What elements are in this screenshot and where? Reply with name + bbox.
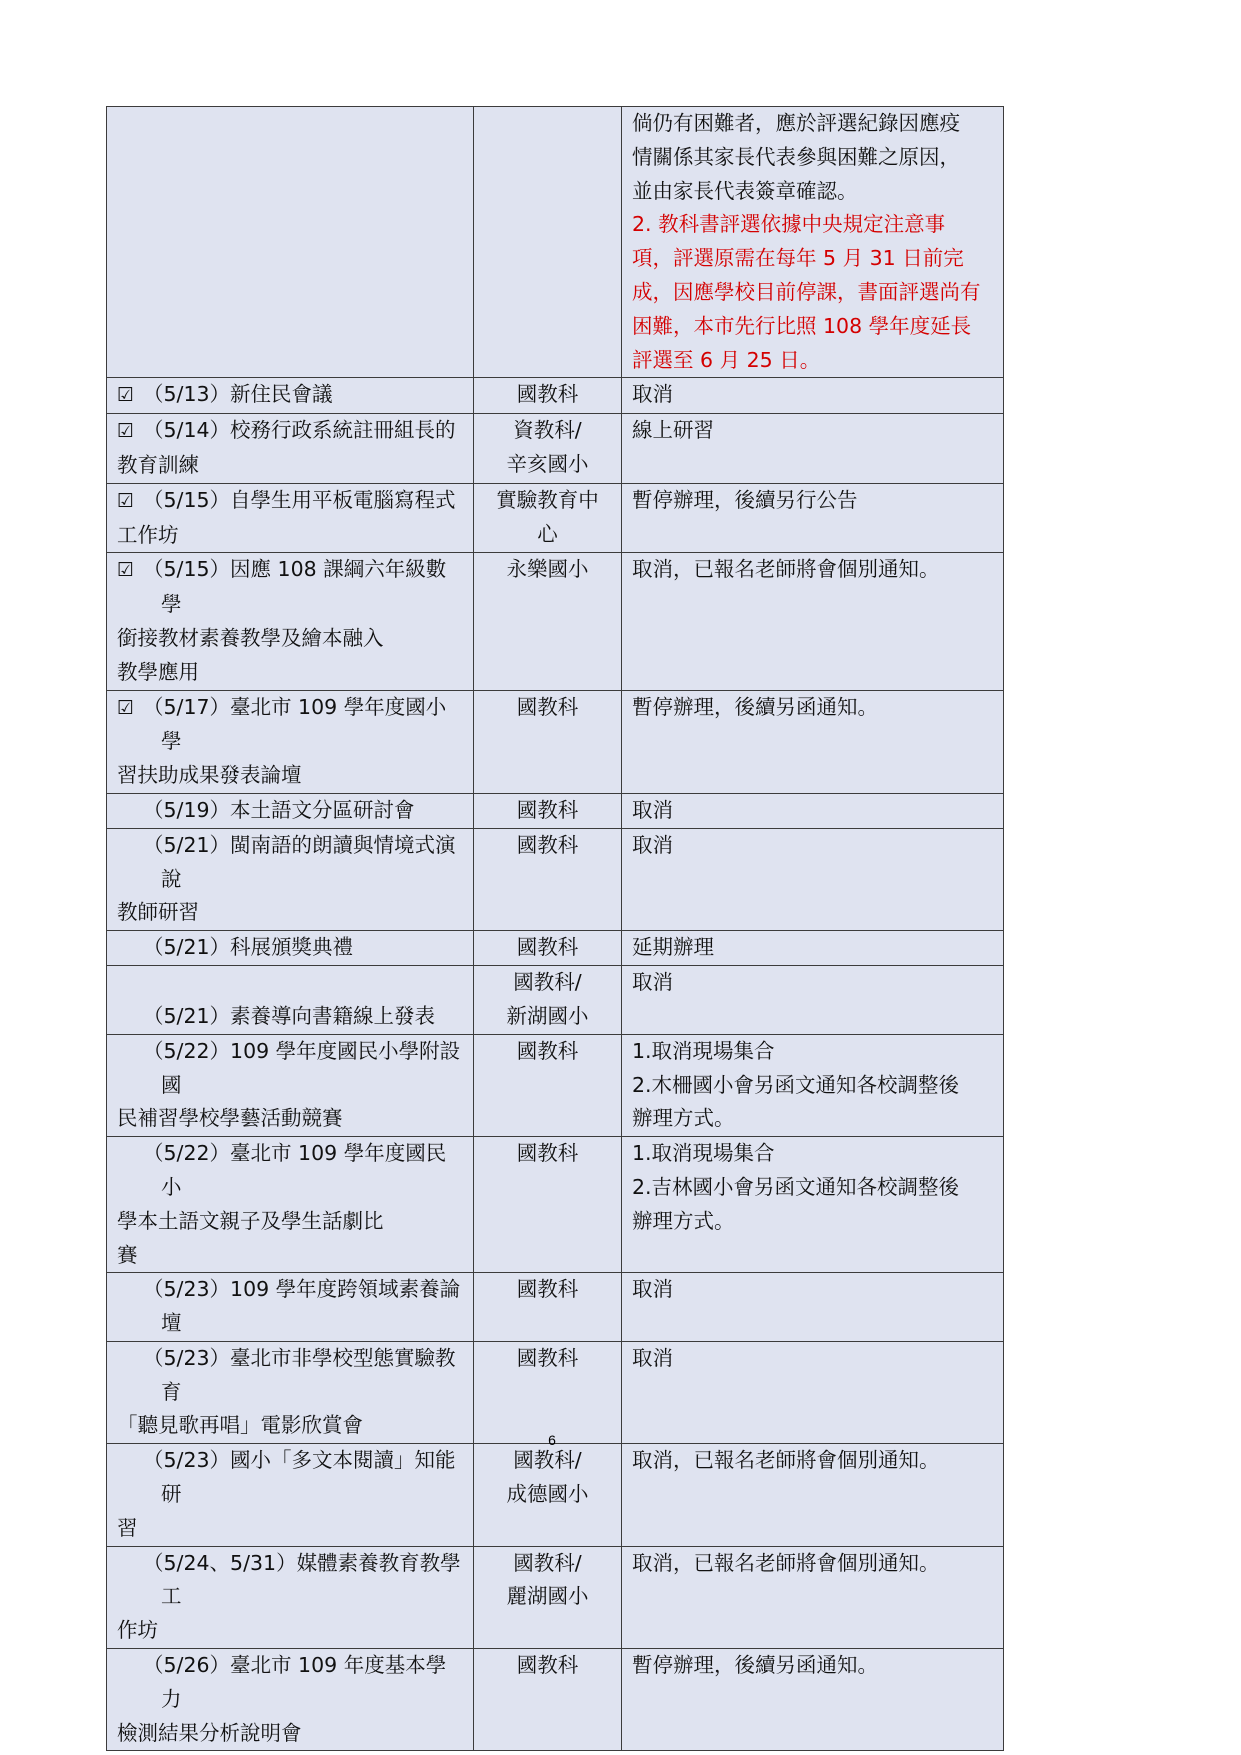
event-item [117,691,465,793]
status-cell [622,1137,1004,1273]
unit-cell [474,483,622,553]
event-item [117,553,465,689]
status-line: 1.取消現場集合 [632,1141,775,1166]
unit-line: 國教科 [516,797,579,822]
event-text: 檢測結果分析說明會 [117,1720,302,1745]
table-row [107,690,1004,793]
event-cell [107,414,474,484]
unit-line: 新湖國小 [506,1003,589,1028]
table-row [107,828,1004,930]
unit-cell [474,690,622,793]
event-text: （5/15）自學生用平板電腦寫程式 [143,487,456,512]
event-cell [107,1444,474,1546]
event-line [117,1614,465,1648]
event-line [143,1649,465,1717]
event-text: （5/23）109 學年度跨領域素養論壇 [143,1277,461,1336]
unit-line: 國教科 [516,1038,579,1063]
event-item [117,829,465,930]
event-text: （5/17）臺北市 109 學年度國小學 [143,694,447,754]
status-line: 2.吉林國小會另函文通知各校調整後 [632,1174,960,1199]
table-row [107,931,1004,966]
note-line: 並由家長代表簽章確認。 [632,178,858,203]
event-line [117,759,465,793]
event-text: （5/23）國小「多文本閱讀」知能研 [143,1448,456,1507]
event-line [117,656,465,690]
event-text: （5/22）109 學年度國民小學附設國 [143,1038,461,1097]
event-text: （5/14）校務行政系統註冊組長的 [143,418,456,443]
note-red-line: 困難，本市先行比照 108 學年度延長 [632,313,972,338]
unit-line: 國教科 [516,694,579,719]
event-text: 教育訓練 [117,452,199,477]
status-line: 辦理方式。 [632,1208,735,1233]
unit-cell [474,1137,622,1273]
event-text: 習 [117,1515,138,1540]
status-cell [622,793,1004,828]
event-line [117,519,465,553]
status-line: 取消，已報名老師將會個別通知。 [632,1550,940,1575]
event-line [117,622,465,656]
event-line [143,1547,465,1615]
event-line [117,1205,465,1239]
event-line [143,794,465,828]
continuation-row [107,107,1004,378]
event-line [143,931,465,965]
status-cell [622,378,1004,414]
unit-cell [474,931,622,966]
note-red-line: 評選至 6 月 25 日。 [632,347,821,372]
table-row [107,1137,1004,1273]
event-cell [107,931,474,966]
unit-cell [474,793,622,828]
event-text: （5/21）素養導向書籍線上發表 [143,1003,436,1028]
note-red-line: 成，因應學校目前停課，書面評選尚有 [632,279,981,304]
note-line: 情關係其家長代表參與困難之原因， [632,144,960,169]
status-cell [622,1341,1004,1443]
event-text: （5/15）因應 108 課綱六年級數學 [143,557,447,617]
status-line: 取消，已報名老師將會個別通知。 [632,1448,940,1473]
event-item [117,484,465,553]
event-cell [107,1034,474,1136]
event-item [117,966,465,1034]
event-line [117,1512,465,1546]
event-line [117,553,465,622]
unit-cell [474,1341,622,1443]
unit-cell [474,553,622,690]
table-row [107,1649,1004,1751]
continuation-unit-cell [474,107,622,378]
event-line [143,1273,465,1341]
status-cell [622,414,1004,484]
unit-cell [474,828,622,930]
event-item [117,1444,465,1545]
status-cell [622,931,1004,966]
event-line [117,1717,465,1751]
unit-line: 國教科 [516,832,579,857]
unit-line: 辛亥國小 [506,451,589,476]
table-body [107,107,1004,1751]
event-line [143,1137,465,1205]
unit-cell [474,1444,622,1546]
event-cell [107,553,474,690]
event-line [143,1035,465,1103]
table-row [107,378,1004,414]
event-cell [107,483,474,553]
unit-line: 永樂國小 [506,557,589,582]
status-line: 取消 [632,969,673,994]
status-line: 2.木柵國小會另函文通知各校調整後 [632,1072,960,1097]
status-line: 取消 [632,832,673,857]
event-text: （5/26）臺北市 109 年度基本學力 [143,1653,447,1711]
checkbox-checked-icon: ☑ [117,384,135,407]
event-cell [107,690,474,793]
event-text: 教學應用 [117,659,199,684]
unit-cell [474,414,622,484]
unit-cell [474,1273,622,1342]
event-line [117,484,465,519]
event-text: （5/23）臺北市非學校型態實驗教育 [143,1345,456,1404]
event-item [117,794,465,828]
status-cell [622,965,1004,1034]
event-text: 學本土語文親子及學生話劇比 [117,1208,384,1233]
event-item [117,1342,465,1443]
event-text: 工作坊 [117,522,179,547]
table-row [107,965,1004,1034]
event-text: （5/24、5/31）媒體素養教育教學工 [143,1550,461,1609]
event-item [117,1273,465,1341]
note-red-line: 項，評選原需在每年 5 月 31 日前完 [632,246,964,271]
event-text: 「聽見歌再唱」電影欣賞會 [117,1413,363,1438]
event-cell [107,1341,474,1443]
table-row [107,483,1004,553]
status-cell [622,1546,1004,1648]
event-line [143,1342,465,1410]
unit-line: 國教科 [516,1345,579,1370]
table-row [107,1341,1004,1443]
unit-cell [474,1546,622,1648]
event-line [143,1000,465,1034]
event-schedule-table [106,106,1004,1751]
checkbox-checked-icon: ☑ [117,489,135,512]
status-cell [622,690,1004,793]
status-line: 暫停辦理，後續另行公告 [632,487,858,512]
unit-line: 麗湖國小 [506,1584,589,1609]
event-text: （5/22）臺北市 109 學年度國民小 [143,1141,447,1199]
continuation-event-cell [107,107,474,378]
table-row [107,1034,1004,1136]
status-line: 取消 [632,1277,673,1302]
unit-line: 國教科 [516,935,579,960]
unit-line: 國教科/ [513,1448,582,1473]
status-line: 線上研習 [632,418,714,443]
status-cell [622,483,1004,553]
unit-line: 成德國小 [506,1482,589,1507]
table-row [107,414,1004,484]
event-cell [107,1273,474,1342]
status-line: 暫停辦理，後續另函通知。 [632,694,878,719]
status-cell [622,1444,1004,1546]
event-line [117,1102,465,1136]
event-text: 賽 [117,1242,138,1267]
unit-line: 國教科 [516,1141,579,1166]
unit-cell [474,1649,622,1751]
event-cell [107,1546,474,1648]
event-text: （5/21）閩南語的朗讀與情境式演說 [143,832,456,891]
unit-line: 實驗教育中 [496,487,599,512]
event-item [117,1137,465,1272]
table-row [107,1546,1004,1648]
event-cell [107,378,474,414]
unit-cell [474,378,622,414]
checkbox-checked-icon: ☑ [117,696,135,719]
table-row [107,1273,1004,1342]
table-row [107,553,1004,690]
event-item [117,378,465,413]
event-text: 民補習學校學藝活動競賽 [117,1106,343,1131]
unit-cell [474,1034,622,1136]
unit-line: 國教科 [516,1653,579,1678]
checkbox-checked-icon: ☑ [117,420,135,443]
checkbox-checked-icon: ☑ [117,559,135,582]
status-cell [622,1034,1004,1136]
unit-line: 國教科 [516,382,579,407]
schedule-table-wrapper [106,106,1003,1751]
unit-line: 國教科 [516,1277,579,1302]
unit-line: 國教科/ [513,969,582,994]
event-item [117,1035,465,1136]
event-text: 銜接教材素養教學及繪本融入 [117,625,384,650]
status-line: 延期辦理 [632,935,714,960]
event-cell [107,965,474,1034]
event-text: 教師研習 [117,900,199,925]
event-line [143,829,465,897]
status-line: 取消 [632,1345,673,1370]
event-text: （5/21）科展頒獎典禮 [143,935,354,960]
event-item [117,1547,465,1648]
event-line [117,449,465,483]
status-line: 1.取消現場集合 [632,1038,775,1063]
note-line: 倘仍有困難者，應於評選紀錄因應疫 [632,111,960,135]
event-line [117,1239,465,1273]
event-line [117,378,465,413]
event-cell [107,1137,474,1273]
event-item [117,414,465,483]
status-line: 取消 [632,797,673,822]
event-line [117,896,465,930]
table-row [107,793,1004,828]
event-cell [107,828,474,930]
event-item [117,1649,465,1750]
status-cell [622,553,1004,690]
event-cell [107,793,474,828]
status-cell [622,1649,1004,1751]
status-cell [622,828,1004,930]
unit-cell [474,965,622,1034]
status-line: 取消，已報名老師將會個別通知。 [632,557,940,582]
continuation-note-cell [622,107,1004,378]
event-text: 習扶助成果發表論壇 [117,763,302,788]
event-line [117,414,465,449]
event-text: 作坊 [117,1618,158,1643]
status-line: 取消 [632,382,673,407]
status-line: 暫停辦理，後續另函通知。 [632,1653,878,1678]
event-item [117,931,465,965]
status-line: 辦理方式。 [632,1106,735,1131]
event-line [143,1444,465,1512]
event-text: （5/13）新住民會議 [143,382,333,407]
unit-line: 資教科/ [513,418,582,443]
event-line [117,691,465,760]
table-row [107,1444,1004,1546]
unit-line: 心 [537,521,558,546]
event-text: （5/19）本土語文分區研討會 [143,797,415,822]
page-number: 6 [548,1432,556,1448]
unit-line: 國教科/ [513,1550,582,1575]
status-cell [622,1273,1004,1342]
event-cell [107,1649,474,1751]
note-red-line: 2. 教科書評選依據中央規定注意事 [632,212,946,237]
